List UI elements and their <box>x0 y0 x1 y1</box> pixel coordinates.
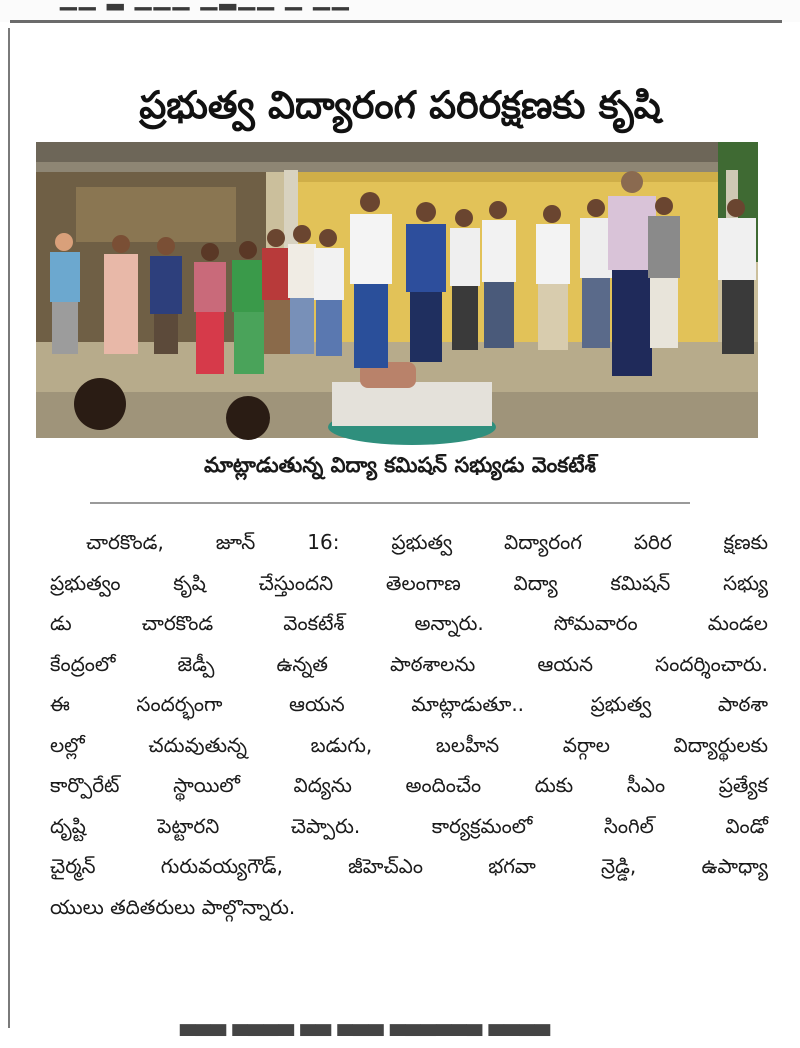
body-line: ప్రభుత్వం కృషి చేస్తుందని తెలంగాణ విద్యా కమిషన్ సభ్యు <box>50 570 768 595</box>
body-line: డు చారకొండ వెంకటేశ్ అన్నారు. సోమవారం మండల <box>50 611 768 635</box>
headline: ప్రభుత్వ విద్యారంగ పరిరక్షణకు కృషి <box>139 83 661 128</box>
photo-caption: మాట్లాడుతున్న విద్యా కమిషన్ సభ్యుడు వెంకటేశ్ <box>203 453 597 477</box>
body-line: ఈ సందర్భంగా ఆయన మాట్లాడుతూ.. ప్రభుత్వ పాఠశా <box>50 692 768 716</box>
top-divider <box>10 20 782 23</box>
body-line: కార్పొరేట్ స్థాయిలో విద్యను అందించేం దుకు సీఎం ప్రత్యేక <box>50 773 768 797</box>
body-line: కేంద్రంలో జెడ్పీ ఉన్నత పాఠశాలను ఆయన సందర్శించారు. <box>50 651 768 676</box>
article-body <box>50 522 768 927</box>
clipped-previous-text <box>0 0 800 22</box>
column-divider <box>8 28 10 1028</box>
body-line: చైర్మన్ గురువయ్యగౌడ్, జీహెచ్ఎం భగవా న్రెడ్డి, ఉపాధ్యా <box>50 854 768 878</box>
body-line: చారకొండ, జూన్ 16: ప్రభుత్వ విద్యారంగ పరిర క్షణకు <box>86 530 768 554</box>
body-line: లల్లో చదువుతున్న బడుగు, బలహీన వర్గాల విద్యార్థులకు <box>50 732 768 757</box>
caption-divider <box>90 502 690 504</box>
body-line: దృష్టి పెట్టారని చెప్పారు. కార్యక్రమంలో సింగిల్ విండో <box>50 813 768 838</box>
clipped-next-text: ▀▀▀ ▀▀▀▀ ▀▀ ▀▀▀ ▀▀▀▀▀▀ ▀▀▀▀ <box>180 1024 551 1048</box>
news-photo <box>36 142 758 438</box>
body-line: యులు తదితరులు పాల్గొన్నారు. <box>50 894 296 919</box>
